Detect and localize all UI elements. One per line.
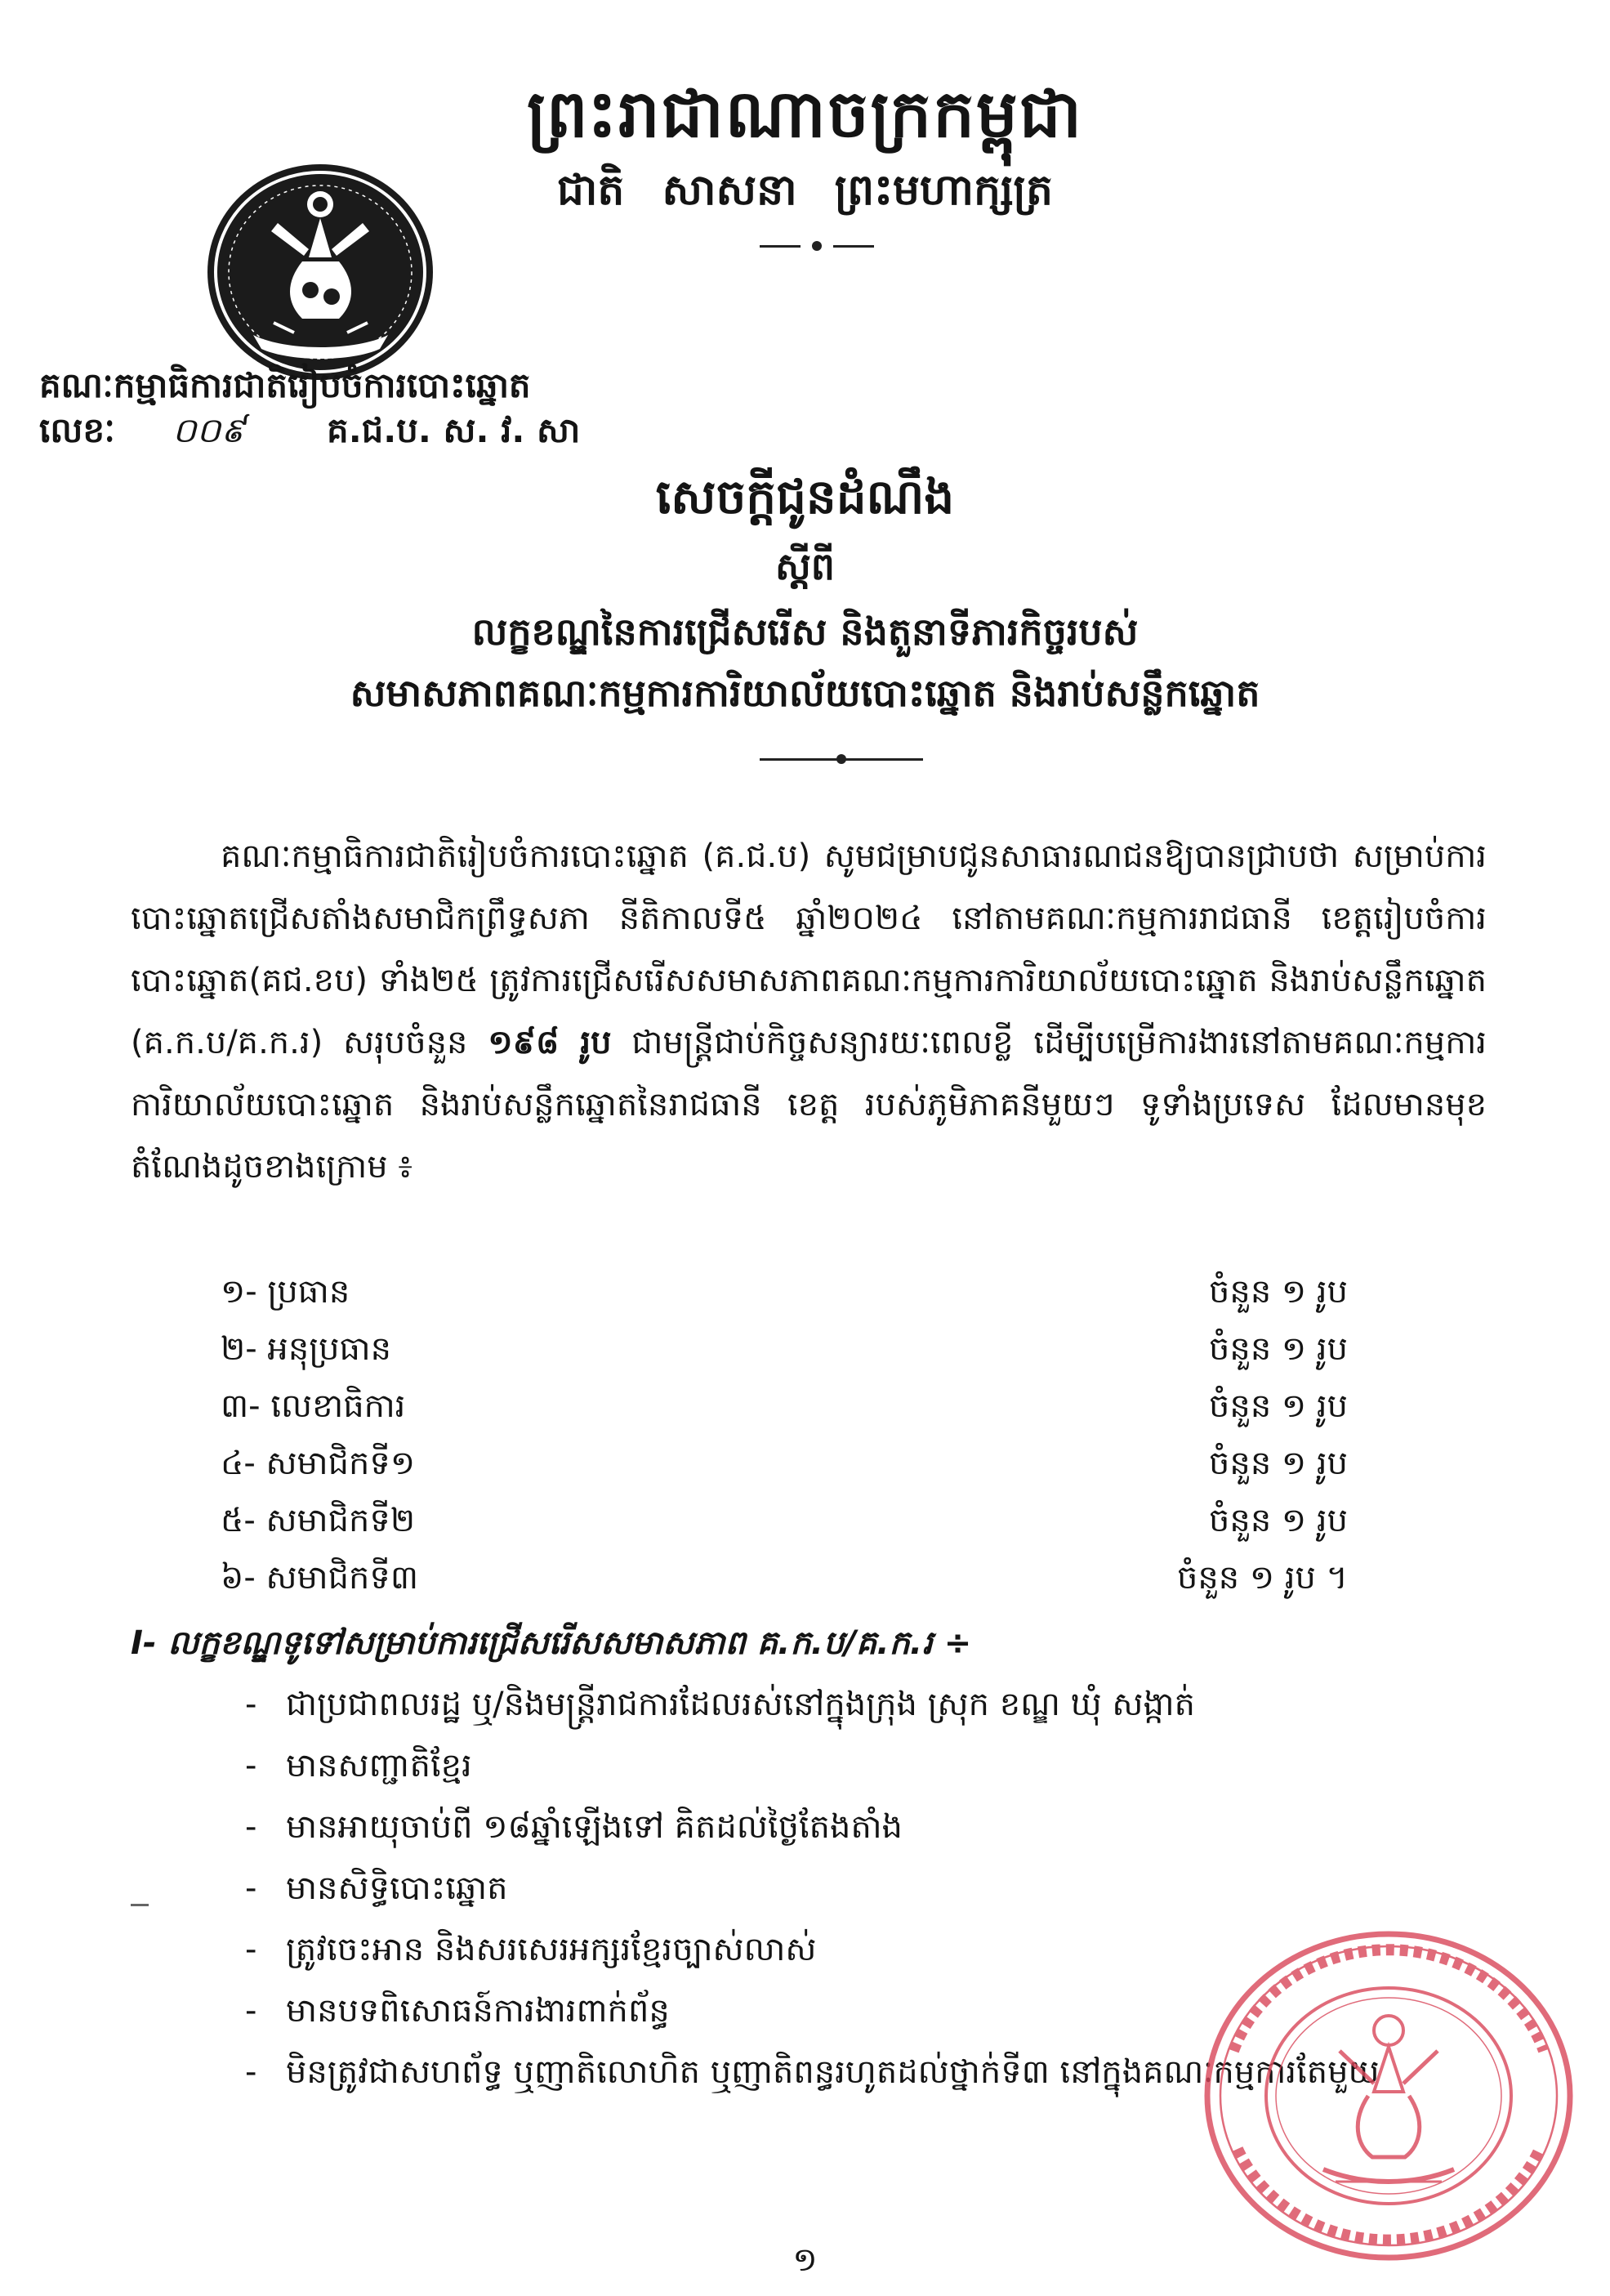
position-row — [221, 1271, 1348, 1319]
criteria-text: មានសញ្ជាតិខ្មែរ — [286, 1747, 472, 1785]
notice-body-paragraph — [131, 825, 1487, 1198]
body-bold-count: ១៩៨ រូប — [488, 1024, 612, 1061]
position-label: ២- អនុប្រធាន — [221, 1330, 391, 1368]
bullet-dash: - — [245, 1808, 257, 1846]
bullet-dash: - — [245, 2053, 257, 2091]
page-number: ១ — [792, 2241, 818, 2279]
position-row — [221, 1385, 1348, 1433]
notice-subject-line-2: សមាសភាពគណៈកម្មការការិយាល័យបោះឆ្នោត និងរាប់សន្លឹកឆ្នោត — [350, 671, 1260, 715]
criteria-text: មានសិទ្ធិបោះឆ្នោត — [286, 1869, 508, 1907]
criteria-text: ត្រូវចេះអាន និងសរសេរអក្សរខ្មែរច្បាស់លាស់ — [286, 1931, 817, 1968]
position-count: ចំនួន ១ រូប — [1209, 1502, 1348, 1539]
bullet-dash: - — [245, 1747, 257, 1785]
section-1-heading: I- លក្ខខណ្ឌទូទៅសម្រាប់ការជ្រើសរើសសមាសភាព គ.ក.ប/គ.ក.រ ÷ — [131, 1624, 972, 1662]
notice-subject-line-1: លក្ខខណ្ឌនៃការជ្រើសរើស និងតួនាទីភារកិច្ចរបស់ — [471, 610, 1139, 654]
national-motto: ជាតិ សាសនា ព្រះមហាក្សត្រ — [556, 166, 1054, 215]
position-label: ៤- សមាជិកទី១ — [221, 1445, 416, 1482]
document-number-label: លេខៈ — [39, 410, 115, 450]
bullet-dash: - — [245, 1686, 257, 1723]
position-row — [221, 1442, 1348, 1490]
stray-mark — [131, 1904, 149, 1906]
criteria-item — [245, 1683, 1519, 1731]
notice-about: ស្តីពី — [775, 544, 835, 588]
position-count: ចំនួន ១ រូប — [1209, 1330, 1348, 1368]
position-row — [221, 1328, 1348, 1376]
document-number-value: ០០៩ — [172, 410, 246, 450]
criteria-item — [245, 1867, 1519, 1915]
criteria-text: មានបទពិសោធន៍ការងារពាក់ព័ន្ធ — [286, 1992, 670, 2030]
position-row — [221, 1499, 1348, 1548]
bullet-dash: - — [245, 1992, 257, 2030]
bullet-dash: - — [245, 1931, 257, 1968]
bullet-dash: - — [245, 1869, 257, 1907]
position-label: ៣- លេខាធិការ — [221, 1387, 406, 1425]
position-count: ចំនួន ១ រូប ។ — [1176, 1559, 1348, 1597]
notice-title: សេចក្តីជូនដំណឹង — [655, 469, 955, 525]
body-text: គណៈកម្មាធិការជាតិរៀបចំការបោះឆ្នោត (គ.ជ.ប) សូមជម្រាបជូនសាធារណជនឱ្យបានជ្រាបថា សម្រាប់ការបោះឆ្នោតជ្រើសតាំងសមាជិកព្រឹទ្ធសភា នីតិកាលទី៥ ឆ្នាំ២០២៤ នៅតាមគណៈកម្មការរាជធានី ខេត្តរៀបចំការបោះឆ្នោត(គជ.ខប) ទាំង២៥ ត្រូវការជ្រើសរើសសមាសភាពគណៈកម្មការការិយាល័យបោះឆ្នោត និងរាប់សន្លឹកឆ្នោត (គ.ក.ប/គ.ក.រ) សរុបចំនួន — [131, 838, 1487, 1061]
document-number-code: គ.ជ.ប. ស. វ. សា — [327, 410, 581, 450]
body-text-rest: ជាមន្ត្រីជាប់កិច្ចសន្យារយៈពេលខ្លី ដើម្បីបម្រើការងារនៅតាមគណៈកម្មការការិយាល័យបោះឆ្នោត និងរាប់សន្លឹកឆ្នោតនៃរាជធានី ខេត្ត របស់ភូមិភាគនីមួយៗ ទូទាំងប្រទេស ដែលមានមុខតំណែងដូចខាងក្រោម ៖ — [131, 1024, 1487, 1186]
criteria-text: មិនត្រូវជាសហព័ទ្ធ ឬញាតិលោហិត ឬញាតិពន្ធរហូតដល់ថ្នាក់ទី៣ នៅក្នុងគណៈកម្មការតែមួយ — [286, 2053, 1380, 2091]
position-label: ៥- សមាជិកទី២ — [221, 1502, 416, 1539]
kingdom-heading: ព្រះរាជាណាចក្រកម្ពុជា — [527, 76, 1083, 152]
position-count: ចំនួន ១ រូប — [1209, 1387, 1348, 1425]
position-label: ១- ប្រធាន — [221, 1273, 350, 1311]
criteria-item — [245, 1744, 1519, 1793]
issuing-organization: គណៈកម្មាធិការជាតិរៀបចំការបោះឆ្នោត — [39, 365, 531, 405]
position-row — [221, 1557, 1348, 1605]
position-label: ៦- សមាជិកទី៣ — [221, 1559, 418, 1597]
committee-emblem-logo — [204, 159, 437, 384]
official-red-stamp — [1201, 1928, 1577, 2263]
document-number — [39, 409, 580, 459]
criteria-text: ជាប្រជាពលរដ្ឋ ឬ/និងមន្ត្រីរាជការដែលរស់នៅក្នុងក្រុង ស្រុក ខណ្ឌ ឃុំ សង្កាត់ — [286, 1686, 1195, 1723]
criteria-item — [245, 1806, 1519, 1854]
position-count: ចំនួន ១ រូប — [1209, 1273, 1348, 1311]
position-count: ចំនួន ១ រូប — [1209, 1445, 1348, 1482]
criteria-text: មានអាយុចាប់ពី ១៨ឆ្នាំឡើងទៅ គិតដល់ថ្ងៃតែងតាំង — [286, 1808, 903, 1846]
